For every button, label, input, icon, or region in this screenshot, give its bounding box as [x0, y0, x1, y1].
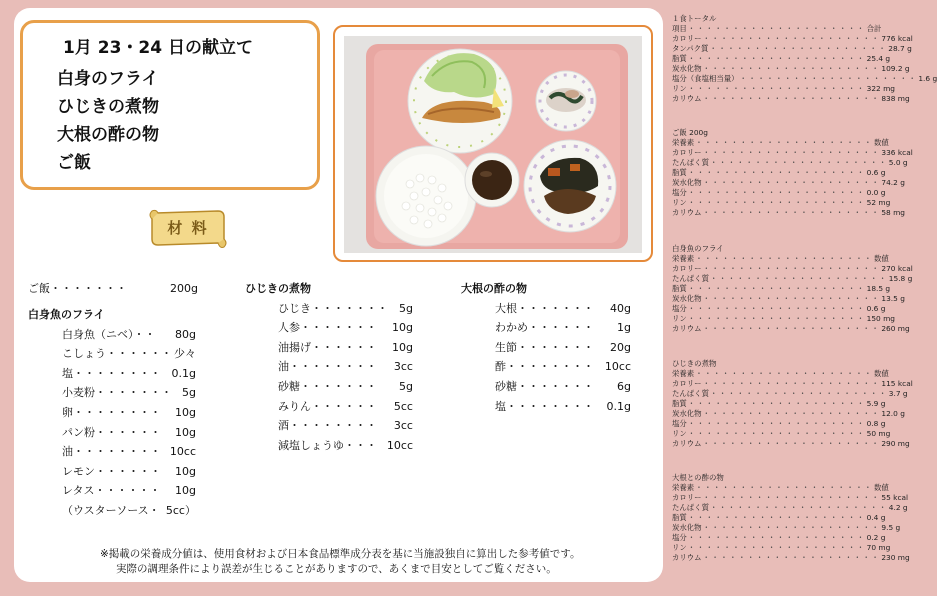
leader-dots: ・・・・・・・・・・・・・・・・・・・・	[687, 314, 866, 323]
nutrition-row	[672, 284, 891, 294]
nutrition-row	[672, 409, 905, 419]
nutrition-panel	[672, 473, 910, 563]
ingredient-section-title: 大根の酢の物	[461, 282, 527, 295]
nutrition-value: 9.5 g	[881, 523, 901, 532]
nutrition-row	[672, 429, 891, 439]
dish-item: ひじきの煮物	[57, 97, 159, 117]
ingredient-name: レタス・・・・・・	[62, 484, 161, 498]
nutrition-label: 脂質	[672, 513, 687, 522]
leader-dots: ・・・・・・・・・・・・・・・・・・・・	[702, 178, 881, 187]
nutrition-value: 50 mg	[866, 429, 891, 438]
dish-item: 白身のフライ	[57, 69, 159, 89]
menu-title: 1月 23・24 日の献立て	[63, 38, 253, 58]
nutrition-label: 脂質	[672, 54, 687, 63]
ingredient-row	[62, 481, 196, 501]
ingredient-row	[495, 357, 631, 377]
nutrition-row	[672, 324, 910, 334]
nutrition-panel-title: １食トータル	[672, 14, 717, 23]
leader-dots: ・・・・・・・・・・・・・・・・・・・・	[702, 148, 881, 157]
nutrition-row	[672, 54, 891, 64]
ingredient-row	[62, 501, 196, 521]
ingredient-amount: 5g	[399, 301, 413, 315]
nutrition-row	[672, 84, 895, 94]
ingredients-rice	[28, 279, 198, 299]
nutrition-label: たんぱく質	[672, 389, 709, 398]
nutrition-label: タンパク質	[672, 44, 709, 53]
nutrition-value: 150 mg	[866, 314, 895, 323]
ingredient-row	[62, 383, 196, 403]
nutrition-value: 0.2 g	[866, 533, 886, 542]
nutrition-value: 230 mg	[881, 553, 910, 562]
ingredient-row	[62, 325, 196, 345]
ingredient-amount: 10cc	[386, 438, 413, 452]
nutrition-value: 0.6 g	[866, 304, 886, 313]
leader-dots: ・・・・・・・・・・・・・・・・・・・・	[702, 379, 881, 388]
nutrition-label: 塩分（食塩相当量）	[672, 74, 739, 83]
ingredient-name: パン粉・・・・・・	[62, 425, 161, 439]
nutrition-label: 塩分	[672, 533, 687, 542]
leader-dots: ・・・・・・・・・・・・・・・・・・・・	[709, 158, 888, 167]
nutrition-label: リン	[672, 84, 687, 93]
leader-dots: ・・・・・・・・・・・・・・・・・・・・	[702, 294, 881, 303]
ingredient-amount: 0.1g	[606, 399, 631, 413]
ingredient-amount: 200g	[170, 282, 198, 295]
nutrition-label: リン	[672, 543, 687, 552]
nutrition-label: 炭水化物	[672, 409, 702, 418]
leader-dots: ・・・・・・・・・・・・・・・・・・・・	[709, 274, 888, 283]
nutrition-label: 炭水化物	[672, 64, 702, 73]
ingredient-name: みりん・・・・・・	[278, 399, 377, 413]
ingredient-row	[62, 462, 196, 482]
nutrition-value: 270 kcal	[881, 264, 913, 273]
nutrition-row	[672, 94, 910, 104]
ingredient-name: 油揚げ・・・・・・	[278, 340, 377, 354]
footnote-line: ※掲載の栄養成分値は、使用食材および日本食品標準成分表を基に当施設独自に算出した参考値です。	[100, 548, 581, 560]
nutrition-value: 290 mg	[881, 439, 910, 448]
nutrition-row	[672, 148, 913, 158]
leader-dots: ・・・・・・・・・・・・・・・・・・・・	[702, 553, 881, 562]
ingredient-name: 油・・・・・・・・	[62, 445, 161, 459]
leader-dots: ・・・・・・・・・・・・・・・・・・・・	[687, 419, 866, 428]
ingredient-amount: 5g	[399, 379, 413, 393]
nutrition-value: 4.2 g	[888, 503, 908, 512]
ingredient-amount: 80g	[175, 327, 196, 341]
ingredient-row	[62, 423, 196, 443]
nutrition-row	[672, 379, 913, 389]
ingredient-row	[278, 357, 413, 377]
ingredient-name: 減塩しょうゆ・・・	[278, 438, 377, 452]
nutrition-panel	[672, 359, 913, 449]
leader-dots: ・・・・・・・・・・・・・・・・・・・・	[687, 54, 866, 63]
ingredient-name: 白身魚（ニベ）・・	[62, 327, 156, 341]
ingredient-amount: 5g	[182, 386, 196, 400]
nutrition-label: 栄養素	[672, 254, 695, 263]
leader-dots: ・・・・・・・・・・・・・・・・・・・・	[702, 264, 881, 273]
nutrition-label: 塩分	[672, 419, 687, 428]
ingredient-row	[278, 299, 413, 319]
ingredient-name: こしょう・・・・・・	[62, 347, 172, 361]
nutrition-row	[672, 254, 889, 264]
nutrition-row	[672, 314, 895, 324]
nutrition-panel-title: ひじきの煮物	[672, 359, 717, 368]
ingredient-row	[62, 344, 196, 364]
ingredient-name: わかめ・・・・・・	[495, 321, 594, 335]
ingredient-row	[495, 299, 631, 319]
nutrition-value: 0.4 g	[866, 513, 886, 522]
nutrition-label: カロリー	[672, 493, 702, 502]
ingredient-name: 塩・・・・・・・・	[495, 399, 594, 413]
nutrition-label: 炭水化物	[672, 294, 702, 303]
nutrition-row	[672, 24, 882, 34]
nutrition-panel	[672, 128, 913, 218]
menu-title-box	[20, 20, 320, 190]
ingredient-name: （ウスターソース・	[62, 503, 160, 517]
nutrition-value: 5.9 g	[866, 399, 886, 408]
nutrition-value: 336 kcal	[881, 148, 913, 157]
leader-dots: ・・・・・・・・・・・・・・・・・・・・	[695, 254, 874, 263]
nutrition-panel	[672, 244, 913, 334]
ingredient-amount: 40g	[610, 301, 631, 315]
leader-dots: ・・・・・・・・・・・・・・・・・・・・	[687, 198, 866, 207]
nutrition-row	[672, 399, 886, 409]
ingredient-row	[495, 338, 631, 358]
nutrition-label: 脂質	[672, 168, 687, 177]
nutrition-label: 脂質	[672, 399, 687, 408]
nutrition-label: 塩分	[672, 188, 687, 197]
nutrition-label: カロリー	[672, 34, 702, 43]
nutrition-value: 109.2 g	[881, 64, 910, 73]
nutrition-value: 838 mg	[881, 94, 910, 103]
nutrition-label: カリウム	[672, 208, 702, 217]
ingredient-amount: 10cc	[169, 445, 196, 459]
leader-dots: ・・・・・・・・・・・・・・・・・・・・	[739, 74, 918, 83]
nutrition-label: カリウム	[672, 439, 702, 448]
leader-dots: ・・・・・・・・・・・・・・・・・・・・	[702, 439, 881, 448]
nutrition-panel-title: 大根との酢の物	[672, 473, 724, 482]
ingredients-daikon	[461, 279, 631, 416]
nutrition-value: 数値	[874, 369, 889, 378]
nutrition-value: 70 mg	[866, 543, 891, 552]
ingredient-name: 酒・・・・・・・・	[278, 419, 377, 433]
nutrition-label: 炭水化物	[672, 178, 702, 187]
nutrition-row	[672, 188, 886, 198]
nutrition-label: リン	[672, 314, 687, 323]
ingredient-amount: 10cc	[604, 360, 631, 374]
nutrition-row	[672, 513, 886, 523]
ingredient-amount: 10g	[175, 425, 196, 439]
leader-dots: ・・・・・・・・・・・・・・・・・・・・	[687, 168, 866, 177]
dish-list	[57, 65, 159, 177]
leader-dots: ・・・・・・・・・・・・・・・・・・・・	[687, 188, 866, 197]
leader-dots: ・・・・・・・・・・・・・・・・・・・・	[709, 389, 888, 398]
nutrition-row	[672, 64, 910, 74]
badge-label: 材 料	[167, 219, 209, 237]
leader-dots: ・・・・・・・・・・・・・・・・・・・・	[702, 34, 881, 43]
ingredient-amount: 10g	[392, 321, 413, 335]
nutrition-row	[672, 523, 901, 533]
nutrition-panel-title: ご飯 200g	[672, 128, 708, 137]
ingredient-row	[278, 338, 413, 358]
ingredient-amount: 10g	[175, 484, 196, 498]
ingredient-amount: 10g	[392, 340, 413, 354]
nutrition-value: 数値	[874, 483, 889, 492]
nutrition-value: 合計	[866, 24, 882, 33]
leader-dots: ・・・・・・・・・・・・・・・・・・・・	[687, 304, 866, 313]
ingredient-name: 卵・・・・・・・・	[62, 405, 161, 419]
nutrition-value: 15.8 g	[888, 274, 913, 283]
nutrition-row	[672, 34, 913, 44]
nutrition-row	[672, 168, 886, 178]
ingredient-row	[62, 403, 196, 423]
ingredient-amount: 5cc	[393, 399, 413, 413]
nutrition-value: 776 kcal	[881, 34, 913, 43]
meal-photo-frame	[333, 25, 653, 262]
ingredient-section-title: 白身魚のフライ	[28, 308, 105, 321]
nutrition-value: 0.8 g	[866, 419, 886, 428]
ingredients-hijiki	[245, 279, 413, 455]
nutrition-label: リン	[672, 429, 687, 438]
nutrition-label: 項目	[672, 24, 687, 33]
ingredient-amount: 6g	[617, 379, 631, 393]
nutrition-row	[672, 178, 905, 188]
nutrition-row	[672, 208, 905, 218]
nutrition-label: 栄養素	[672, 483, 695, 492]
ingredient-name: レモン・・・・・・	[62, 464, 161, 478]
ingredient-name: 小麦粉・・・・・・・	[62, 386, 172, 400]
leader-dots: ・・・・・・・・・・・・・・・・・・・・	[687, 24, 866, 33]
ingredient-row	[495, 397, 631, 417]
ingredient-amount: 20g	[610, 340, 631, 354]
nutrition-row	[672, 533, 886, 543]
ingredient-amount: 3cc	[393, 360, 413, 374]
leader-dots: ・・・・・・・・・・・・・・・・・・・・	[695, 138, 874, 147]
leader-dots: ・・・・・・・・・・・・・・・・・・・・	[687, 399, 866, 408]
nutrition-value: 数値	[874, 138, 889, 147]
nutrition-row	[672, 294, 905, 304]
nutrition-value: 55 kcal	[881, 493, 909, 502]
leader-dots: ・・・・・・・・・・・・・・・・・・・・	[687, 513, 866, 522]
ingredient-name: 油・・・・・・・・	[278, 360, 377, 374]
nutrition-value: 13.5 g	[881, 294, 905, 303]
ingredient-row	[278, 397, 413, 417]
ingredient-row	[62, 442, 196, 462]
leader-dots: ・・・・・・・・・・・・・・・・・・・・	[702, 523, 881, 532]
nutrition-row	[672, 264, 913, 274]
ingredient-amount: 少々	[174, 347, 196, 361]
ingredient-amount: 0.1g	[171, 366, 196, 380]
leader-dots: ・・・・・・・・・・・・・・・・・・・・	[687, 284, 866, 293]
ingredient-name: 人参・・・・・・・	[278, 321, 377, 335]
nutrition-row	[672, 503, 908, 513]
nutrition-label: カロリー	[672, 148, 702, 157]
nutrition-value: 260 mg	[881, 324, 910, 333]
nutrition-value: 52 mg	[866, 198, 891, 207]
nutrition-label: カリウム	[672, 324, 702, 333]
ingredient-name: ご飯・・・・・・・	[28, 282, 127, 295]
ingredient-name: 生節・・・・・・・	[495, 340, 594, 354]
dish-item: ご飯	[57, 153, 91, 173]
ingredient-row	[495, 318, 631, 338]
nutrition-row	[672, 74, 937, 84]
leader-dots: ・・・・・・・・・・・・・・・・・・・・	[702, 493, 881, 502]
ingredient-amount: 5cc）	[165, 503, 196, 517]
ingredient-name: ひじき・・・・・・・	[278, 301, 388, 315]
ingredient-name: 大根・・・・・・・	[495, 301, 594, 315]
nutrition-label: 炭水化物	[672, 523, 702, 532]
nutrition-row	[672, 138, 889, 148]
nutrition-row	[672, 419, 886, 429]
leader-dots: ・・・・・・・・・・・・・・・・・・・・	[702, 324, 881, 333]
ingredient-row	[62, 364, 196, 384]
ingredient-row	[278, 318, 413, 338]
nutrition-value: 18.5 g	[866, 284, 891, 293]
nutrition-value: 0.6 g	[866, 168, 886, 177]
meal-photo	[344, 36, 642, 253]
nutrition-row	[672, 304, 886, 314]
nutrition-label: 脂質	[672, 284, 687, 293]
nutrition-value: 12.0 g	[881, 409, 905, 418]
nutrition-label: 栄養素	[672, 369, 695, 378]
leader-dots: ・・・・・・・・・・・・・・・・・・・・	[695, 369, 874, 378]
nutrition-row	[672, 553, 910, 563]
leader-dots: ・・・・・・・・・・・・・・・・・・・・	[687, 84, 866, 93]
leader-dots: ・・・・・・・・・・・・・・・・・・・・	[687, 429, 866, 438]
nutrition-row	[672, 543, 891, 553]
nutrition-label: 栄養素	[672, 138, 695, 147]
ingredient-amount: 3cc	[393, 419, 413, 433]
ingredient-row	[278, 436, 413, 456]
nutrition-label: たんぱく質	[672, 503, 709, 512]
leader-dots: ・・・・・・・・・・・・・・・・・・・・	[687, 533, 866, 542]
leader-dots: ・・・・・・・・・・・・・・・・・・・・	[702, 208, 881, 217]
nutrition-row	[672, 158, 908, 168]
nutrition-value: 28.7 g	[888, 44, 912, 53]
leader-dots: ・・・・・・・・・・・・・・・・・・・・	[687, 543, 866, 552]
leader-dots: ・・・・・・・・・・・・・・・・・・・・	[702, 64, 881, 73]
nutrition-panel-title: 白身魚のフライ	[672, 244, 724, 253]
ingredient-row	[495, 377, 631, 397]
nutrition-row	[672, 483, 889, 493]
nutrition-label: 塩分	[672, 304, 687, 313]
ingredients-fish-fry	[28, 305, 196, 521]
nutrition-panel	[672, 14, 937, 104]
nutrition-row	[672, 198, 891, 208]
leader-dots: ・・・・・・・・・・・・・・・・・・・・	[709, 44, 888, 53]
nutrition-row	[672, 44, 912, 54]
nutrition-value: 5.0 g	[888, 158, 908, 167]
nutrition-value: 0.0 g	[866, 188, 886, 197]
ingredient-name: 酢・・・・・・・・	[495, 360, 594, 374]
footnote	[100, 547, 580, 577]
nutrition-value: 1.6 g	[918, 74, 937, 83]
nutrition-row	[672, 369, 889, 379]
leader-dots: ・・・・・・・・・・・・・・・・・・・・	[702, 409, 881, 418]
ingredient-row	[278, 377, 413, 397]
nutrition-row	[672, 274, 913, 284]
nutrition-label: たんぱく質	[672, 274, 709, 283]
nutrition-label: たんぱく質	[672, 158, 709, 167]
leader-dots: ・・・・・・・・・・・・・・・・・・・・	[695, 483, 874, 492]
nutrition-row	[672, 493, 909, 503]
nutrition-label: カロリー	[672, 379, 702, 388]
nutrition-value: 数値	[874, 254, 889, 263]
nutrition-label: リン	[672, 198, 687, 207]
ingredient-name: 砂糖・・・・・・・	[278, 379, 377, 393]
nutrition-value: 58 mg	[881, 208, 905, 217]
ingredient-name: 塩・・・・・・・・	[62, 366, 161, 380]
nutrition-value: 115 kcal	[881, 379, 913, 388]
ingredient-amount: 10g	[175, 405, 196, 419]
nutrition-value: 3.7 g	[888, 389, 908, 398]
nutrition-label: カリウム	[672, 553, 702, 562]
nutrition-row	[672, 439, 910, 449]
nutrition-row	[672, 389, 908, 399]
nutrition-value: 74.2 g	[881, 178, 905, 187]
nutrition-value: 322 mg	[866, 84, 895, 93]
ingredient-row	[278, 416, 413, 436]
ingredient-section-title: ひじきの煮物	[245, 282, 311, 295]
nutrition-label: カリウム	[672, 94, 702, 103]
leader-dots: ・・・・・・・・・・・・・・・・・・・・	[702, 94, 881, 103]
ingredient-amount: 10g	[175, 464, 196, 478]
footnote-line: 実際の調理条件により誤差が生じることがありますので、あくまで目安としてご覧ください。	[116, 563, 557, 575]
ingredient-name: 砂糖・・・・・・・	[495, 379, 594, 393]
dish-item: 大根の酢の物	[57, 125, 159, 145]
ingredients-badge	[148, 205, 228, 249]
nutrition-label: カロリー	[672, 264, 702, 273]
leader-dots: ・・・・・・・・・・・・・・・・・・・・	[709, 503, 888, 512]
ingredient-amount: 1g	[617, 321, 631, 335]
nutrition-value: 25.4 g	[866, 54, 891, 63]
